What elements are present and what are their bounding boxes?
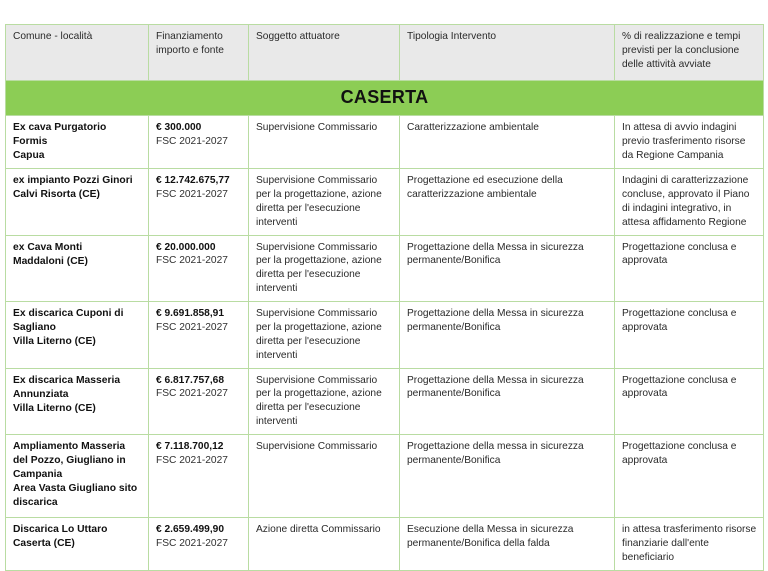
- cell-line: Maddaloni (CE): [13, 255, 88, 267]
- region-band-row: [6, 81, 764, 116]
- cell-soggetto-attuatore: Azione diretta Commissario: [249, 518, 400, 571]
- cell-finanziamento: [149, 435, 249, 518]
- cell-soggetto-attuatore: Supervisione Commissario per la progettazione, azione diretta per l'esecuzione interventi: [249, 368, 400, 435]
- cell-tipologia-intervento: Esecuzione della Messa in sicurezza permanente/Bonifica della falda: [400, 518, 615, 571]
- cell-soggetto-attuatore: Supervisione Commissario per la progettazione, azione diretta per l'esecuzione interventi: [249, 235, 400, 302]
- cell-finanziamento: [149, 518, 249, 571]
- cell-comune: [6, 368, 149, 435]
- cell-finanziamento: [149, 169, 249, 236]
- cell-tipologia-intervento: Caratterizzazione ambientale: [400, 116, 615, 169]
- column-header-percentuale-realizzazione: [615, 25, 764, 81]
- cell-fonte: FSC 2021-2027: [156, 537, 228, 549]
- cell-finanziamento: [149, 235, 249, 302]
- cell-finanziamento: [149, 368, 249, 435]
- cell-line: Sagliano: [13, 322, 56, 333]
- cell-fonte: FSC 2021-2027: [156, 188, 228, 200]
- table-body: [6, 81, 764, 571]
- cell-realizzazione: Progettazione conclusa e approvata: [615, 368, 764, 435]
- table-row: [6, 116, 764, 169]
- cell-fonte: FSC 2021-2027: [156, 135, 228, 147]
- header-line: Comune - località: [13, 31, 93, 42]
- cell-importo: € 300.000: [156, 122, 202, 133]
- cell-realizzazione: Indagini di caratterizzazione concluse, approvato il Piano di indagini integrativo, in attesa affidamento Regione: [615, 169, 764, 236]
- table-header: [6, 25, 764, 81]
- cell-comune: [6, 235, 149, 302]
- table-row: [6, 235, 764, 302]
- column-header-soggetto-attuatore: [249, 25, 400, 81]
- cell-importo: € 12.742.675,77: [156, 175, 230, 186]
- cell-finanziamento: [149, 116, 249, 169]
- column-header-comune: [6, 25, 149, 81]
- cell-soggetto-attuatore: Supervisione Commissario per la progettazione, azione diretta per l'esecuzione interventi: [249, 302, 400, 369]
- cell-line: del Pozzo, Giugliano in: [13, 455, 126, 466]
- header-line: previsti per la conclusione: [622, 44, 740, 56]
- cell-line: ex impianto Pozzi Ginori: [13, 175, 133, 186]
- region-band-label: CASERTA: [6, 81, 764, 116]
- table-row: [6, 368, 764, 435]
- cell-importo: € 6.817.757,68: [156, 374, 224, 386]
- cell-importo: € 7.118.700,12: [156, 441, 224, 452]
- column-header-finanziamento: [149, 25, 249, 81]
- cell-line: Annunziata: [13, 388, 69, 400]
- cell-comune: [6, 169, 149, 236]
- cell-comune: [6, 518, 149, 571]
- cell-tipologia-intervento: Progettazione della Messa in sicurezza permanente/Bonifica: [400, 235, 615, 302]
- cell-realizzazione: Progettazione conclusa e approvata: [615, 235, 764, 302]
- table-row: [6, 435, 764, 518]
- header-row: [6, 25, 764, 81]
- column-header-tipologia-intervento: [400, 25, 615, 81]
- header-line: delle attività avviate: [622, 58, 711, 70]
- header-line: Soggetto attuatore: [256, 31, 340, 42]
- cell-line: Ex discarica Cuponi di: [13, 308, 124, 319]
- cell-realizzazione: Progettazione conclusa e approvata: [615, 302, 764, 369]
- cell-realizzazione: Progettazione conclusa e approvata: [615, 435, 764, 518]
- cell-fonte: FSC 2021-2027: [156, 255, 228, 267]
- cell-comune: [6, 435, 149, 518]
- cell-importo: € 9.691.858,91: [156, 308, 224, 319]
- cell-line: Capua: [13, 150, 45, 161]
- cell-tipologia-intervento: Progettazione della messa in sicurezza permanente/Bonifica: [400, 435, 615, 518]
- table-row: [6, 302, 764, 369]
- header-line: Tipologia Intervento: [407, 31, 497, 42]
- header-line: importo e fonte: [156, 44, 224, 56]
- cell-line: Ampliamento Masseria: [13, 441, 126, 452]
- cell-line: Campania: [13, 469, 63, 480]
- cell-line: Ex discarica Masseria: [13, 374, 121, 386]
- cell-line: discarica: [13, 497, 58, 508]
- cell-line: Discarica Lo Uttaro: [13, 524, 108, 535]
- cell-realizzazione: in attesa trasferimento risorse finanziarie dall'ente beneficiario: [615, 518, 764, 571]
- cell-tipologia-intervento: Progettazione della Messa in sicurezza permanente/Bonifica: [400, 368, 615, 435]
- cell-soggetto-attuatore: Supervisione Commissario: [249, 116, 400, 169]
- cell-finanziamento: [149, 302, 249, 369]
- cell-comune: [6, 116, 149, 169]
- cell-realizzazione: In attesa di avvio indagini previo trasferimento risorse da Regione Campania: [615, 116, 764, 169]
- cell-importo: € 20.000.000: [156, 241, 216, 253]
- cell-line: Caserta (CE): [13, 538, 75, 549]
- cell-fonte: FSC 2021-2027: [156, 454, 228, 466]
- cell-importo: € 2.659.499,90: [156, 524, 224, 535]
- cell-comune: [6, 302, 149, 369]
- cell-fonte: FSC 2021-2027: [156, 321, 228, 333]
- cell-line: Calvi Risorta (CE): [13, 189, 100, 200]
- cell-line: Area Vasta Giugliano sito: [13, 483, 138, 494]
- cell-line: Ex cava Purgatorio Formis: [13, 122, 107, 147]
- table-row: [6, 169, 764, 236]
- cell-fonte: FSC 2021-2027: [156, 388, 228, 400]
- cell-tipologia-intervento: Progettazione ed esecuzione della caratterizzazione ambientale: [400, 169, 615, 236]
- cell-soggetto-attuatore: Supervisione Commissario: [249, 435, 400, 518]
- cell-line: Villa Literno (CE): [13, 402, 96, 414]
- cell-line: ex Cava Monti: [13, 241, 83, 253]
- cell-tipologia-intervento: Progettazione della Messa in sicurezza permanente/Bonifica: [400, 302, 615, 369]
- header-line: % di realizzazione e tempi: [622, 31, 741, 42]
- header-line: Finanziamento: [156, 31, 223, 42]
- table-row: [6, 518, 764, 571]
- financing-table: [5, 24, 764, 571]
- cell-soggetto-attuatore: Supervisione Commissario per la progettazione, azione diretta per l'esecuzione interventi: [249, 169, 400, 236]
- cell-line: Villa Literno (CE): [13, 336, 96, 347]
